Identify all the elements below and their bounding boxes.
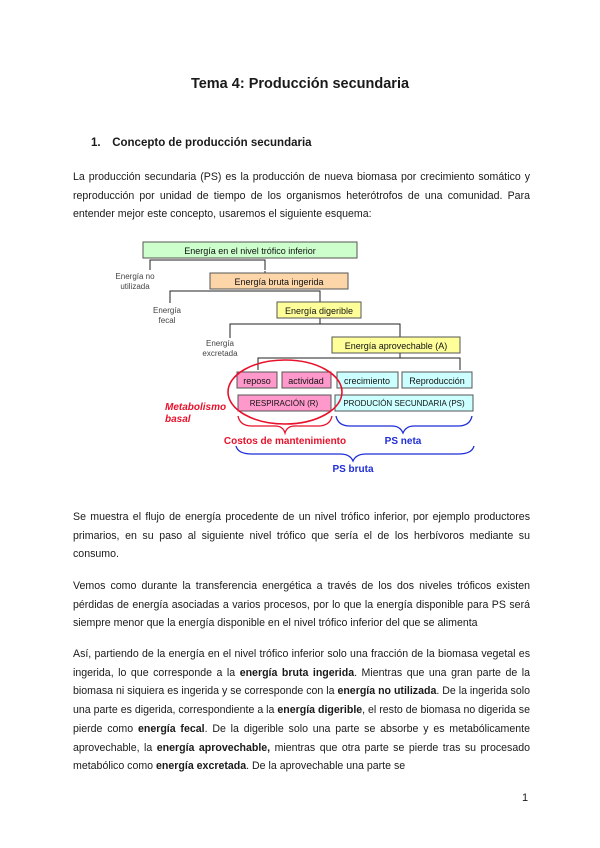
paragraph-detalle bbox=[73, 645, 530, 776]
label-costos: Costos de mantenimiento bbox=[223, 436, 347, 447]
text-run: . De la digerible solo una parte se absorbe y es metabólicamente aprovechable, la bbox=[73, 722, 530, 754]
bold-term: energía fecal bbox=[137, 722, 205, 735]
text-run: . Mientras que una gran parte de la biomasa ni siquiera es ingerida y se corresponde con la bbox=[73, 666, 530, 698]
bold-term: energía aprovechable, bbox=[156, 741, 271, 754]
text-run: , el resto de biomasa no digerida se pierde como bbox=[73, 704, 530, 735]
bold-term: energía excretada bbox=[156, 760, 247, 773]
section-number: 1. bbox=[91, 137, 101, 149]
box-actividad-label: actividad bbox=[288, 376, 324, 386]
label-excretada-1: Energía bbox=[205, 339, 235, 348]
box-respiracion-label: RESPIRACIÓN (R) bbox=[249, 399, 319, 408]
text-run: . De la ingerida solo una parte es digerida, correspondiente a la bbox=[73, 685, 530, 717]
label-no-utilizada-2: utilizada bbox=[120, 282, 150, 291]
text-run: Se muestra el flujo de energía procedente de un nivel trófico inferior, por ejemplo productores primarios, en su paso al siguiente nivel trófico que sería el de los herbívoros mediante su consumo. bbox=[73, 511, 530, 561]
box-reproduccion-label: Reproducción bbox=[409, 376, 465, 386]
box-digerible-label: Energía digerible bbox=[284, 306, 354, 316]
label-metabolismo-2: basal bbox=[165, 414, 191, 425]
metabolismo-highlight bbox=[228, 360, 342, 424]
label-ps-bruta: PS bruta bbox=[332, 464, 374, 475]
brace-ps-neta bbox=[336, 416, 472, 433]
brace-ps-bruta bbox=[236, 446, 474, 461]
paragraph-perdidas bbox=[73, 577, 530, 633]
text-run: . De la aprovechable una parte se bbox=[246, 760, 406, 773]
section-title: Concepto de producción secundaria bbox=[112, 137, 312, 149]
bold-term: energía bruta ingerida bbox=[239, 666, 355, 679]
box-produccion-label: PRODUCIÓN SECUNDARIA (PS) bbox=[343, 399, 465, 408]
label-excretada-2: excretada bbox=[202, 349, 238, 358]
bold-term: energía digerible bbox=[277, 704, 363, 717]
text-run: Así, partiendo de la energía en el nivel trófico inferior solo una fracción de la biomasa vegetal es ingerida, lo que corresponde a la bbox=[73, 648, 530, 679]
box-reposo-label: reposo bbox=[243, 376, 271, 386]
bold-term: energía no utilizada bbox=[337, 685, 437, 698]
paragraph-flujo bbox=[73, 508, 530, 564]
label-no-utilizada-1: Energía no bbox=[115, 272, 155, 281]
label-fecal-1: Energía bbox=[152, 306, 182, 315]
page-number: 1 bbox=[522, 792, 529, 804]
text-run: La producción secundaria (PS) es la producción de nueva biomasa por crecimiento somático y reproducción por unidad de tiempo de los organismos heterótrofos de una comunidad. Para entender mejor este concepto, usaremos el siguiente esquema: bbox=[73, 171, 530, 221]
page-title: Tema 4: Producción secundaria bbox=[190, 76, 410, 92]
label-metabolismo-1: Metabolismo bbox=[165, 402, 227, 413]
box-nivel-inferior-label: Energía en el nivel trófico inferior bbox=[184, 246, 316, 256]
text-run: Vemos como durante la transferencia energética a través de los dos niveles tróficos existen pérdidas de energía asociadas a varios procesos, por lo que la energía disponible para PS será siempre menor que la energía disponible en el nivel trófico inferior del que se alimenta bbox=[73, 580, 530, 630]
box-bruta-ingerida-label: Energía bruta ingerida bbox=[234, 277, 324, 287]
label-fecal-2: fecal bbox=[158, 316, 176, 325]
box-crecimiento-label: crecimiento bbox=[343, 376, 391, 386]
box-aprovechable-label: Energía aprovechable (A) bbox=[344, 341, 448, 351]
label-ps-neta: PS neta bbox=[384, 436, 422, 447]
text-run: mientras que otra parte se pierde tras su procesado metabólico como bbox=[73, 741, 530, 773]
